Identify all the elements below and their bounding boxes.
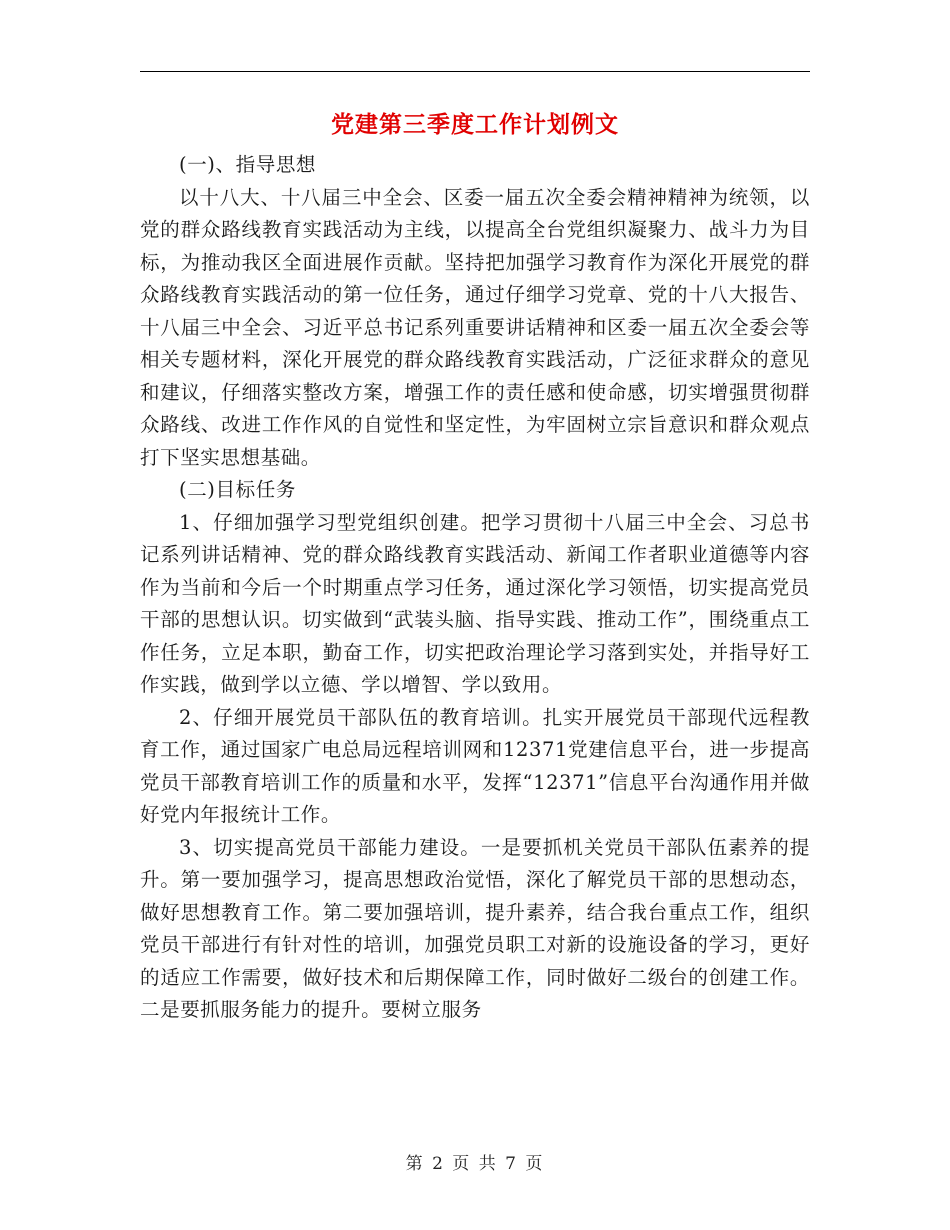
paragraph-goal-2: 2、仔细开展党员干部队伍的教育培训。扎实开展党员干部现代远程教育工作，通过国家广电总局远程培训网和12371党建信息平台，进一步提高党员干部教育培训工作的质量和水平，发挥“12371”信息平台沟通作用并做好党内年报统计工作。: [140, 705, 810, 826]
paragraph-goal-1: 1、仔细加强学习型党组织创建。把学习贯彻十八届三中全会、习总书记系列讲话精神、党的群众路线教育实践活动、新闻工作者职业道德等内容作为当前和今后一个时期重点学习任务，通过深化学习领悟，切实提高党员干部的思想认识。切实做到“武装头脑、指导实践、推动工作”，围绕重点工作任务，立足本职，勤奋工作，切实把政治理论学习落到实处，并指导好工作实践，做到学以立德、学以增智、学以致用。: [140, 510, 810, 696]
header-rule: [140, 71, 810, 72]
page-number-footer: 第 2 页 共 7 页: [405, 1154, 545, 1174]
paragraph-goal-3: 3、切实提高党员干部能力建设。一是要抓机关党员干部队伍素养的提升。第一要加强学习，提高思想政治觉悟，深化了解党员干部的思想动态，做好思想教育工作。第二要加强培训，提升素养，结合我台重点工作，组织党员干部进行有针对性的培训，加强党员职工对新的设施设备的学习，更好的适应工作需要，做好技术和后期保障工作，同时做好二级台的创建工作。二是要抓服务能力的提升。要树立服务: [140, 835, 810, 1021]
paragraph-guiding-ideology: 以十八大、十八届三中全会、区委一届五次全委会精神精神为统领，以党的群众路线教育实践活动为主线，以提高全台党组织凝聚力、战斗力为目标，为推动我区全面进展作贡献。坚持把加强学习教育作为深化开展党的群众路线教育实践活动的第一位任务，通过仔细学习党章、党的十八大报告、十八届三中全会、习近平总书记系列重要讲话精神和区委一届五次全委会等相关专题材料，深化开展党的群众路线教育实践活动，广泛征求群众的意见和建议，仔细落实整改方案，增强工作的责任感和使命感，切实增强贯彻群众路线、改进工作作风的自觉性和坚定性，为牢固树立宗旨意识和群众观点打下坚实思想基础。: [140, 185, 810, 469]
section-heading-goals: (二)目标任务: [179, 478, 296, 501]
document-title: 党建第三季度工作计划例文: [331, 111, 619, 138]
document-body: [140, 149, 810, 1027]
section-heading-guiding-ideology: (一)、指导思想: [179, 153, 317, 176]
